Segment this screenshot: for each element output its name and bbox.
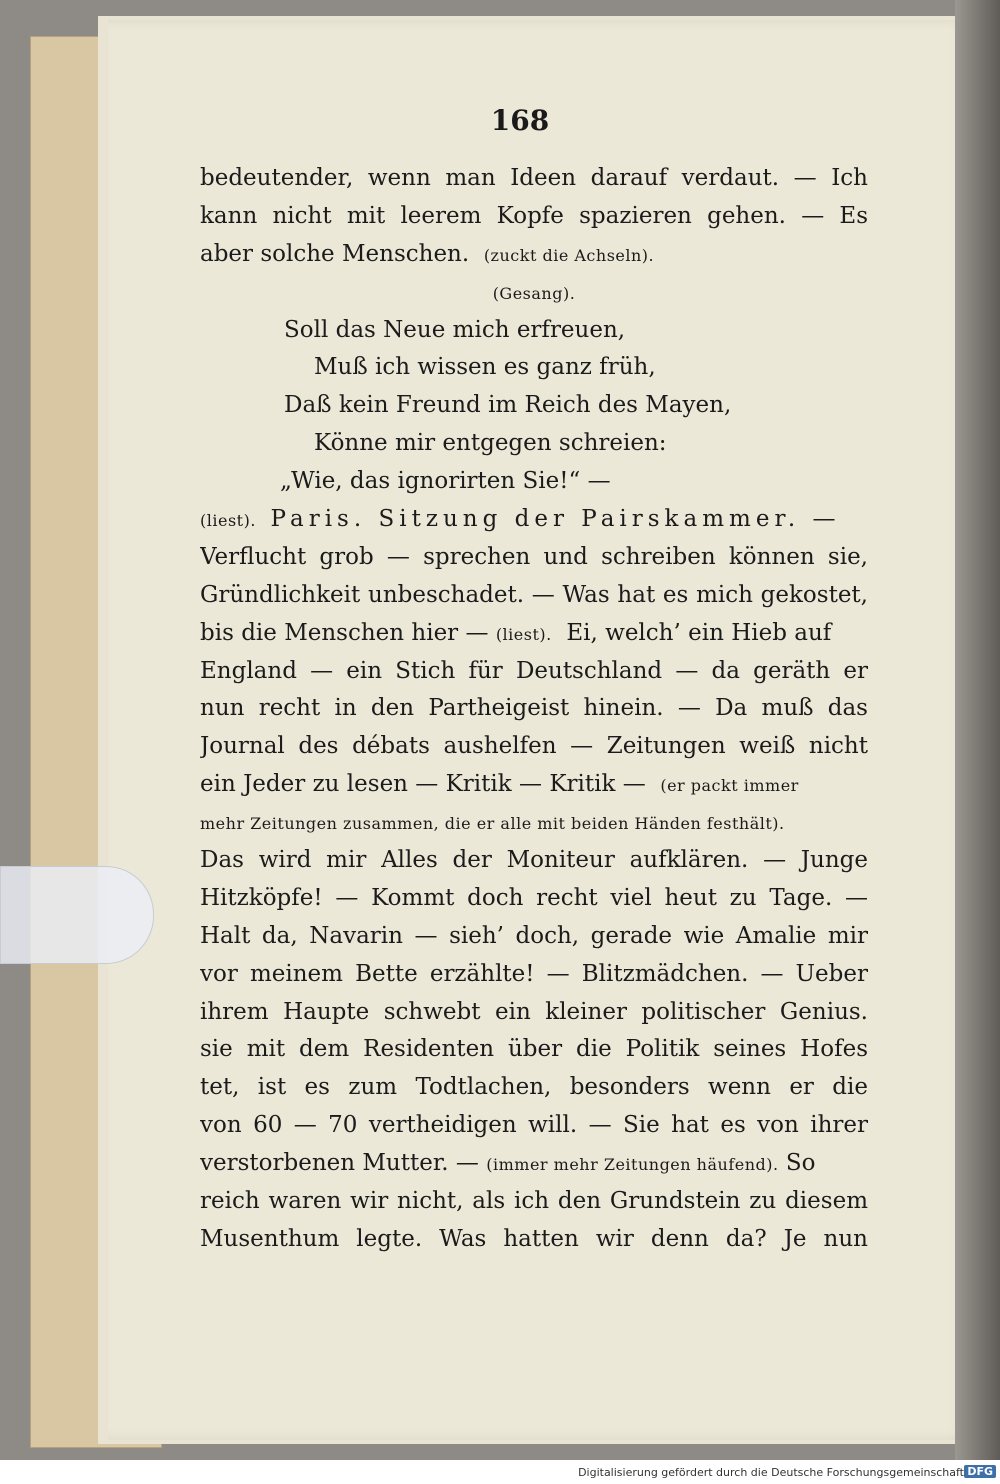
text-line: England — ein Stich für Deutschland — da geräth er [200,657,868,684]
stage-direction: (er packt immer [660,776,799,796]
page-number: 168 [490,104,550,137]
stage-direction: (immer mehr Zeitungen häufend). [486,1155,779,1175]
text-line: Hitzköpfe! — Kommt doch recht viel heut zu Tage. — [200,884,868,911]
text-line: Gründlichkeit unbeschadet. — Was hat es mich gekostet, [200,581,868,608]
bookmark-tab [0,866,154,964]
text-line: bedeutender, wenn man Ideen darauf verdaut. — Ich [200,165,868,191]
text-segment: verstorbenen Mutter. — [200,1150,479,1177]
text-line: vor meinem Bette erzählte! — Blitzmädchen. — Ueber [200,960,868,987]
verse-line: „Wie, das ignorirten Sie!“ — [280,468,611,495]
text-line: nun recht in den Partheigeist hinein. — Da muß das [200,695,868,722]
text-line [200,1145,868,1183]
text-segment: aber solche Menschen. [200,240,470,267]
stage-direction: (zuckt die Achseln). [483,245,655,265]
text-segment: So [785,1150,816,1177]
song-heading-text: (Gesang). [492,283,576,303]
text-line [200,615,868,653]
text-line: Verflucht grob — sprechen und schreiben können sie, [200,543,868,570]
text-segment: Ei, welch’ ein Hieb auf [566,619,832,646]
text-line [200,766,868,804]
text-line: tet, ist es zum Todtlachen, besonders wenn er die [200,1074,868,1101]
stage-direction: mehr Zeitungen zusammen, die er alle mit beiden Händen festhält). [200,814,785,834]
text-line: reich waren wir nicht, als ich den Grundstein zu diesem [200,1188,868,1215]
text-line: Halt da, Navarin — sieh’ doch, gerade wie Amalie mir [200,922,868,949]
stage-direction: (liest). [200,511,256,531]
text-line [200,501,868,539]
verse-line: Daß kein Freund im Reich des Mayen, [284,392,732,419]
text-line: Das wird mir Alles der Moniteur aufklären. — Junge [200,847,868,874]
text-segment: ein Jeder zu lesen — Kritik — Kritik — [200,771,646,798]
verse-line: Soll das Neue mich erfreuen, [284,316,626,343]
verse-line: Könne mir entgegen schreien: [314,430,667,457]
text-line: Journal des débats aushelfen — Zeitungen weiß nicht [200,733,868,760]
stage-direction: (liest). [495,624,552,644]
body-text [200,160,868,1259]
dfg-logo: DFG [964,1465,996,1478]
text-line [200,236,868,274]
spine-shadow [955,0,1000,1460]
text-line: Musenthum legte. Was hatten wir denn da? Je nun [200,1225,868,1252]
text-line: sie mit dem Residenten über die Politik seines Hofes [200,1036,868,1063]
verse-line: Muß ich wissen es ganz früh, [314,354,656,381]
song-heading [200,274,868,312]
text-line: ihrem Haupte schwebt ein kleiner politischer Genius. [200,998,868,1025]
digitization-credit: Digitalisierung gefördert durch die Deutsche Forschungsgemeinschaft [578,1466,964,1479]
text-line: kann nicht mit leerem Kopfe spazieren gehen. — Es [200,202,868,229]
text-segment: bis die Menschen hier — [200,619,489,646]
text-segment: Paris. Sitzung der Pairskammer. — [270,506,841,533]
text-line [200,804,868,842]
text-line: von 60 — 70 vertheidigen will. — Sie hat es von ihrer [200,1112,868,1139]
